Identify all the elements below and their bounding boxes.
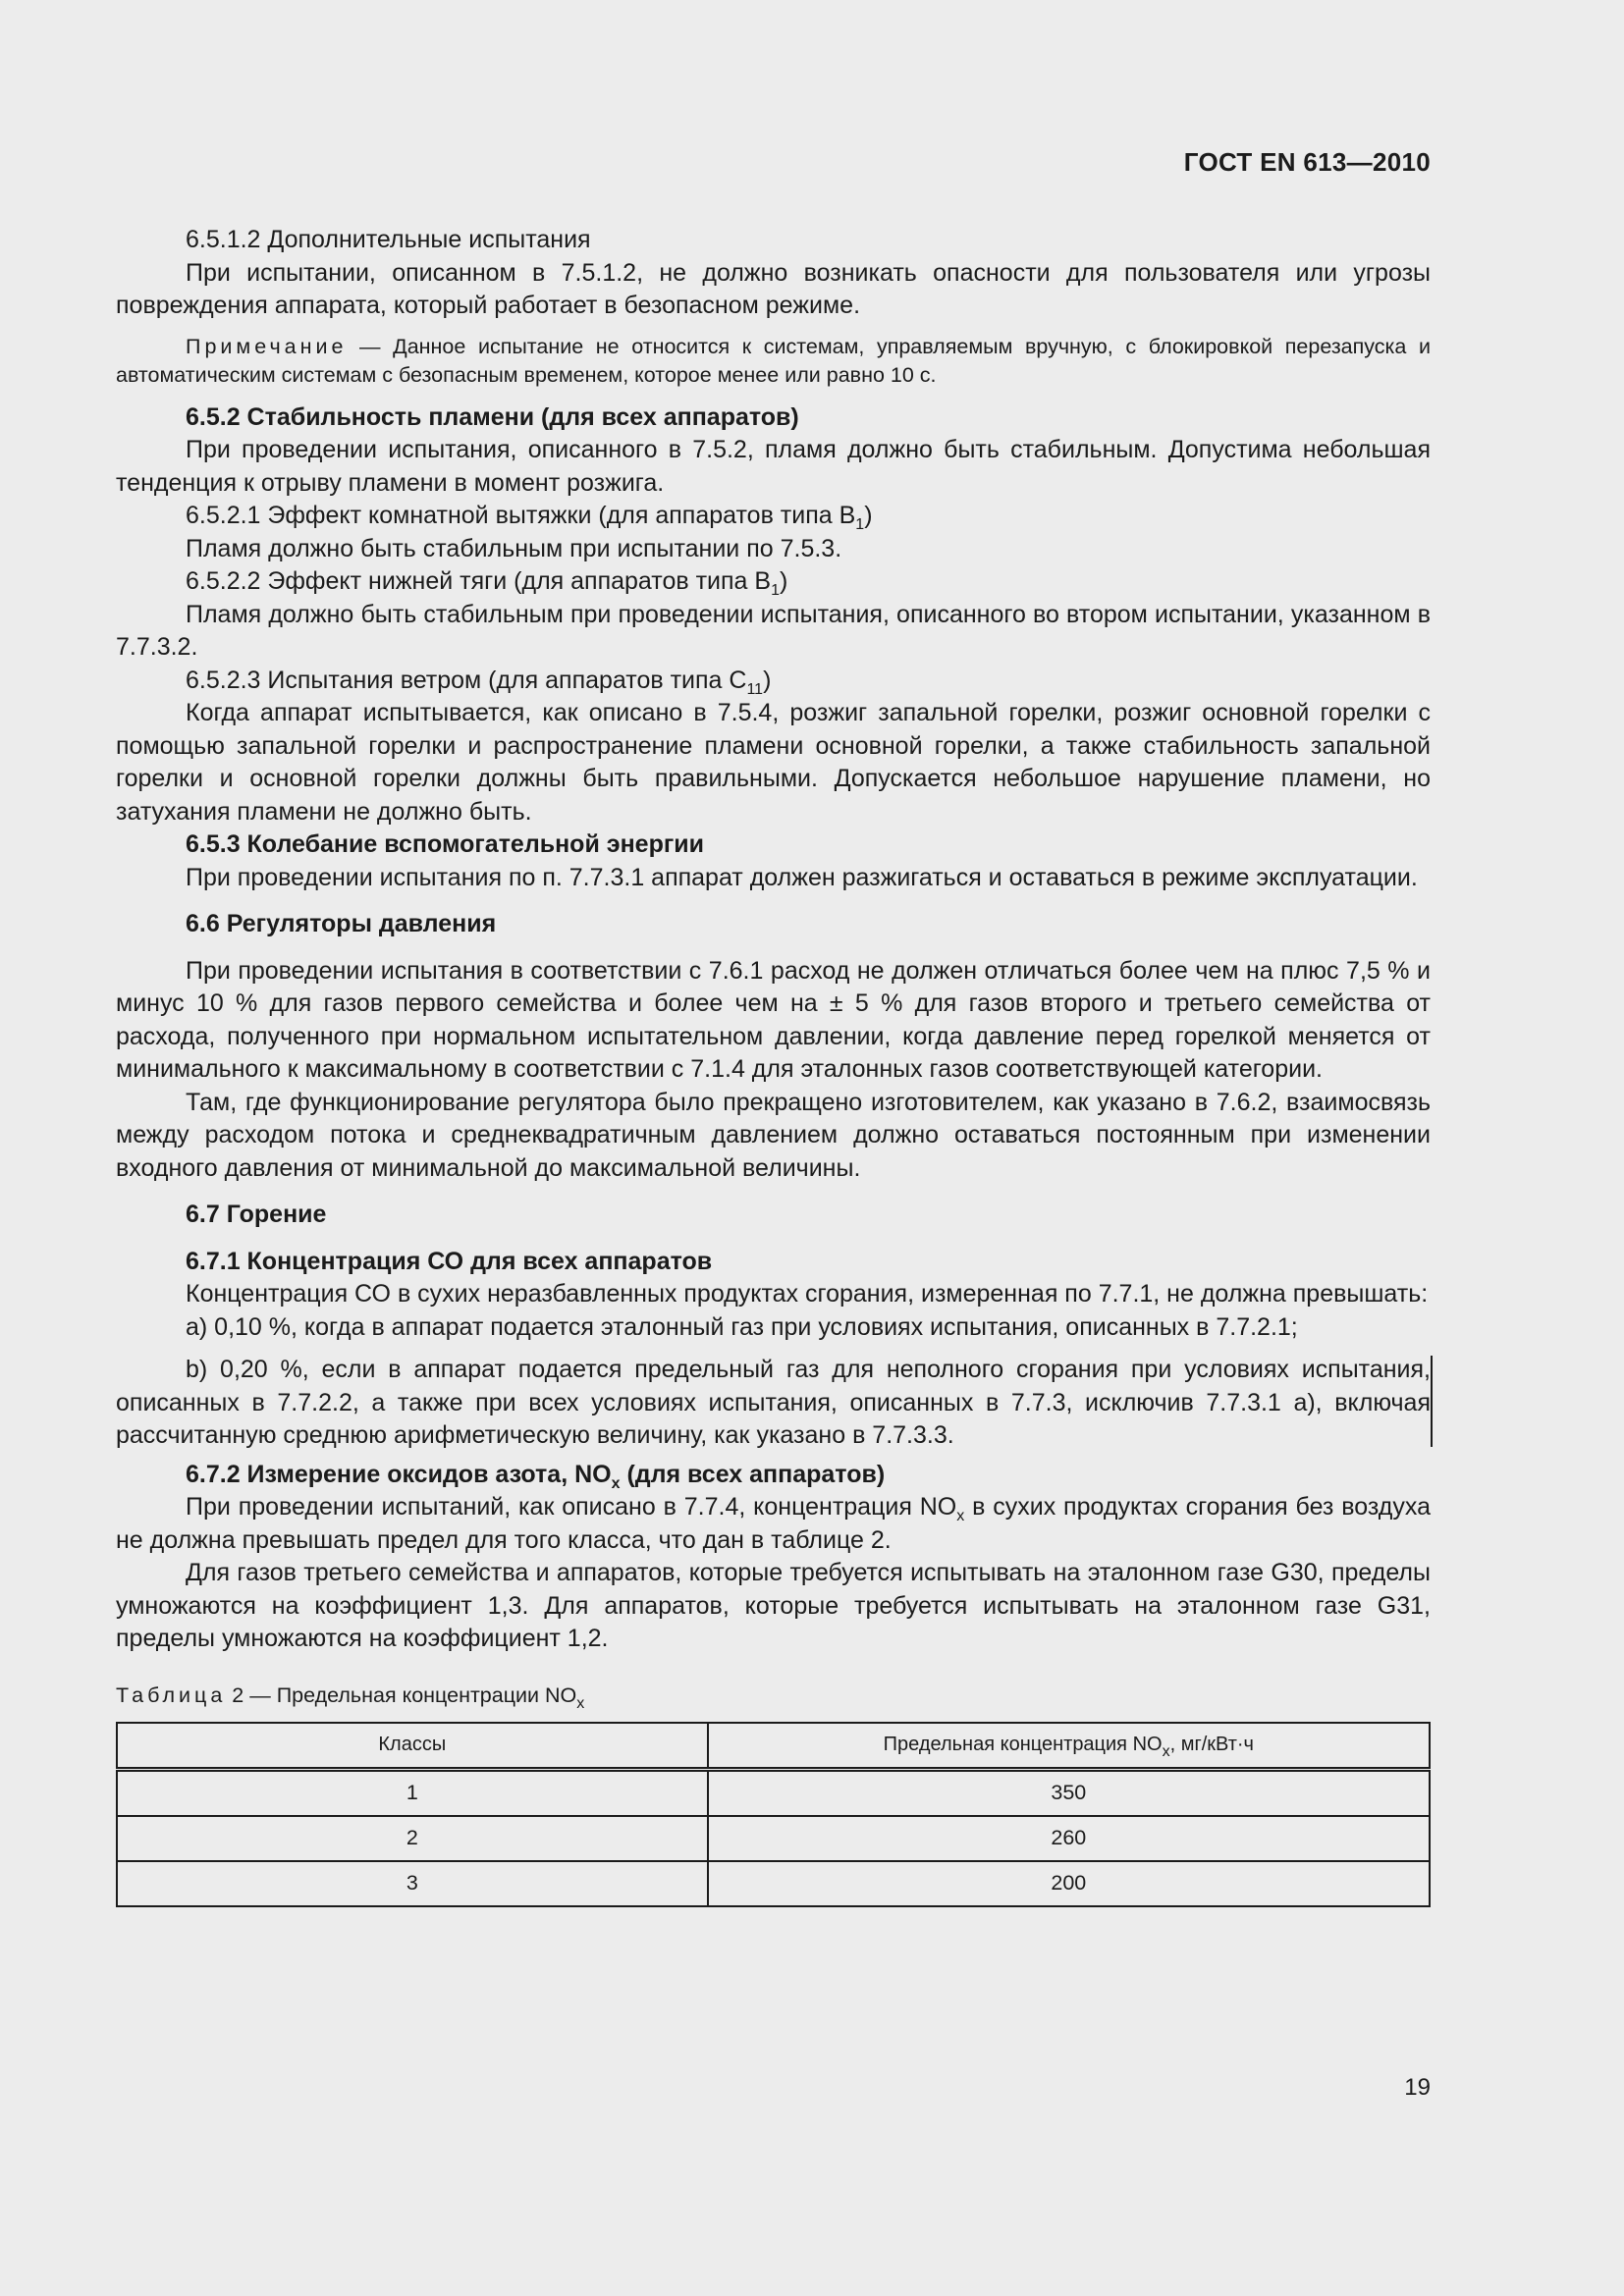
page-content bbox=[116, 224, 1431, 1907]
class-cell: 1 bbox=[117, 1770, 708, 1817]
note-label: Примечание bbox=[186, 334, 348, 358]
paragraph bbox=[116, 1491, 1431, 1557]
section-heading-6-5-2: 6.5.2 Стабильность пламени (для всех аппаратов) bbox=[186, 402, 799, 431]
section-heading-6-7: 6.7 Горение bbox=[186, 1201, 327, 1228]
header-text: , мг/кВт·ч bbox=[1169, 1734, 1254, 1756]
subscript: 1 bbox=[771, 582, 780, 599]
subsection-heading-6-5-2-1 bbox=[116, 500, 1431, 533]
paragraph: При проведении испытания, описанного в 7.5.2, пламя должно быть стабильным. Допустима небольшая тенденция к отрыву пламени в момент розжига. bbox=[116, 436, 1431, 497]
nox-limits-table bbox=[116, 1722, 1431, 1907]
paragraph: Для газов третьего семейства и аппаратов, которые требуется испытывать на эталонном газе G30, пределы умножаются на коэффициент 1,3. Для аппаратов, которые требуется испытывать на эталонном газе G31, пределы умножаются на коэффициент 1,2. bbox=[116, 1559, 1431, 1652]
subscript: x bbox=[576, 1694, 585, 1712]
heading-text: ) bbox=[763, 666, 772, 694]
table-row bbox=[117, 1770, 1430, 1817]
page-number: 19 bbox=[1404, 2074, 1431, 2101]
note bbox=[116, 333, 1431, 390]
heading-text: 6.5.2.2 Эффект нижней тяги (для аппаратов типа В bbox=[186, 567, 772, 595]
heading-text: 6.5.2.1 Эффект комнатной вытяжки (для аппаратов типа В bbox=[186, 502, 856, 529]
document-header: ГОСТ EN 613—2010 bbox=[1183, 147, 1431, 177]
subsection-heading-6-7-2 bbox=[116, 1459, 1431, 1492]
text-part: в сухих продуктах сгорания без воздуха не должна превышать предел для того класса, что дан в таблице 2. bbox=[116, 1493, 1431, 1554]
paragraph: При проведении испытания по п. 7.7.3.1 аппарат должен разжигаться и оставаться в режиме эксплуатации. bbox=[186, 863, 1418, 891]
heading-text: ) bbox=[864, 502, 873, 529]
text-part: При проведении испытаний, как описано в 7.7.4, концентрация NO bbox=[186, 1493, 957, 1521]
paragraph: Когда аппарат испытывается, как описано в 7.5.4, розжиг запальной горелки, розжиг основной горелки с помощью запальной горелки и распространение пламени основной горелки, а также стабильность запальной горелки и основной горелки должны быть правильными. Допускается небольшое нарушение пламени, но затухания пламени не должно быть. bbox=[116, 699, 1431, 826]
table-row bbox=[117, 1816, 1430, 1861]
subscript: 1 bbox=[855, 516, 865, 533]
paragraph: Там, где функционирование регулятора было прекращено изготовителем, как указано в 7.6.2, взаимосвязь между расходом потока и среднеквадратичным давлением должно оставаться постоянным при изменении входного давления от минимальной до максимальной величины. bbox=[116, 1088, 1431, 1182]
subsection-heading-6-5-2-3 bbox=[116, 665, 1431, 698]
subscript: x bbox=[956, 1508, 965, 1524]
note-text: — Данное испытание не относится к системам, управляемым вручную, с блокировкой перезапуска и автоматическим системам с безопасным временем, которое менее или равно 10 с. bbox=[116, 334, 1431, 387]
table-row bbox=[117, 1861, 1430, 1906]
subsection-heading-6-7-1: 6.7.1 Концентрация СО для всех аппаратов bbox=[186, 1247, 713, 1275]
change-marked-block bbox=[116, 1354, 1431, 1453]
class-cell: 3 bbox=[117, 1861, 708, 1906]
column-header-limit bbox=[708, 1723, 1430, 1770]
subscript: 11 bbox=[746, 680, 764, 698]
section-heading-6-5-3: 6.5.3 Колебание вспомогательной энергии bbox=[186, 830, 705, 858]
paragraph: Пламя должно быть стабильным при проведении испытания, описанного во втором испытании, указанном в 7.7.3.2. bbox=[116, 600, 1431, 661]
subscript: x bbox=[1162, 1743, 1170, 1761]
paragraph: Концентрация СО в сухих неразбавленных продуктах сгорания, измеренная по 7.7.1, не должна превышать: bbox=[186, 1280, 1429, 1308]
header-text: Предельная концентрация NO bbox=[883, 1734, 1163, 1756]
table-header-row bbox=[117, 1723, 1430, 1770]
heading-text: 6.5.2.3 Испытания ветром (для аппаратов типа С bbox=[186, 666, 747, 694]
caption-text: 2 — Предельная концентрации NO bbox=[226, 1682, 577, 1707]
heading-text: ) bbox=[779, 567, 788, 595]
list-item-b: b) 0,20 %, если в аппарат подается предельный газ для неполного сгорания при условиях испытания, описанных в 7.7.2.2, а также при всех условиях испытания, описанных в 7.7.3, исключив 7.7.3.1 a), включая рассчитанную среднюю арифметическую величину, как указано в 7.7.3.3. bbox=[116, 1356, 1431, 1449]
paragraph: При проведении испытания в соответствии с 7.6.1 расход не должен отличаться более чем на плюс 7,5 % и минус 10 % для газов первого семейства и более чем на ± 5 % для газов второго и третьего семейства от расхода, полученного при нормальном испытательном давлении, когда давление перед горелкой меняется от минимального к максимальному в соответствии с 7.1.4 для эталонных газов соответствующей категории. bbox=[116, 956, 1431, 1083]
column-header-classes: Классы bbox=[117, 1723, 708, 1770]
limit-cell: 260 bbox=[708, 1816, 1430, 1861]
caption-label: Таблица bbox=[116, 1682, 227, 1707]
subsection-heading-6-5-2-2 bbox=[116, 565, 1431, 599]
heading-text: (для всех аппаратов) bbox=[620, 1460, 886, 1488]
heading-text: 6.7.2 Измерение оксидов азота, NO bbox=[186, 1460, 612, 1488]
section-heading-6-5-1-2: 6.5.1.2 Дополнительные испытания bbox=[186, 226, 591, 253]
paragraph: При испытании, описанном в 7.5.1.2, не должно возникать опасности для пользователя или угрозы повреждения аппарата, который работает в безопасном режиме. bbox=[116, 258, 1431, 319]
list-item-a: a) 0,10 %, когда в аппарат подается эталонный газ при условиях испытания, описанных в 7.7.2.1; bbox=[186, 1312, 1298, 1341]
table-caption bbox=[116, 1680, 1431, 1713]
paragraph: Пламя должно быть стабильным при испытании по 7.5.3. bbox=[186, 534, 842, 562]
limit-cell: 350 bbox=[708, 1770, 1430, 1817]
subscript: x bbox=[611, 1474, 621, 1492]
section-heading-6-6: 6.6 Регуляторы давления bbox=[186, 910, 497, 937]
change-bar bbox=[1431, 1356, 1433, 1447]
limit-cell: 200 bbox=[708, 1861, 1430, 1906]
class-cell: 2 bbox=[117, 1816, 708, 1861]
